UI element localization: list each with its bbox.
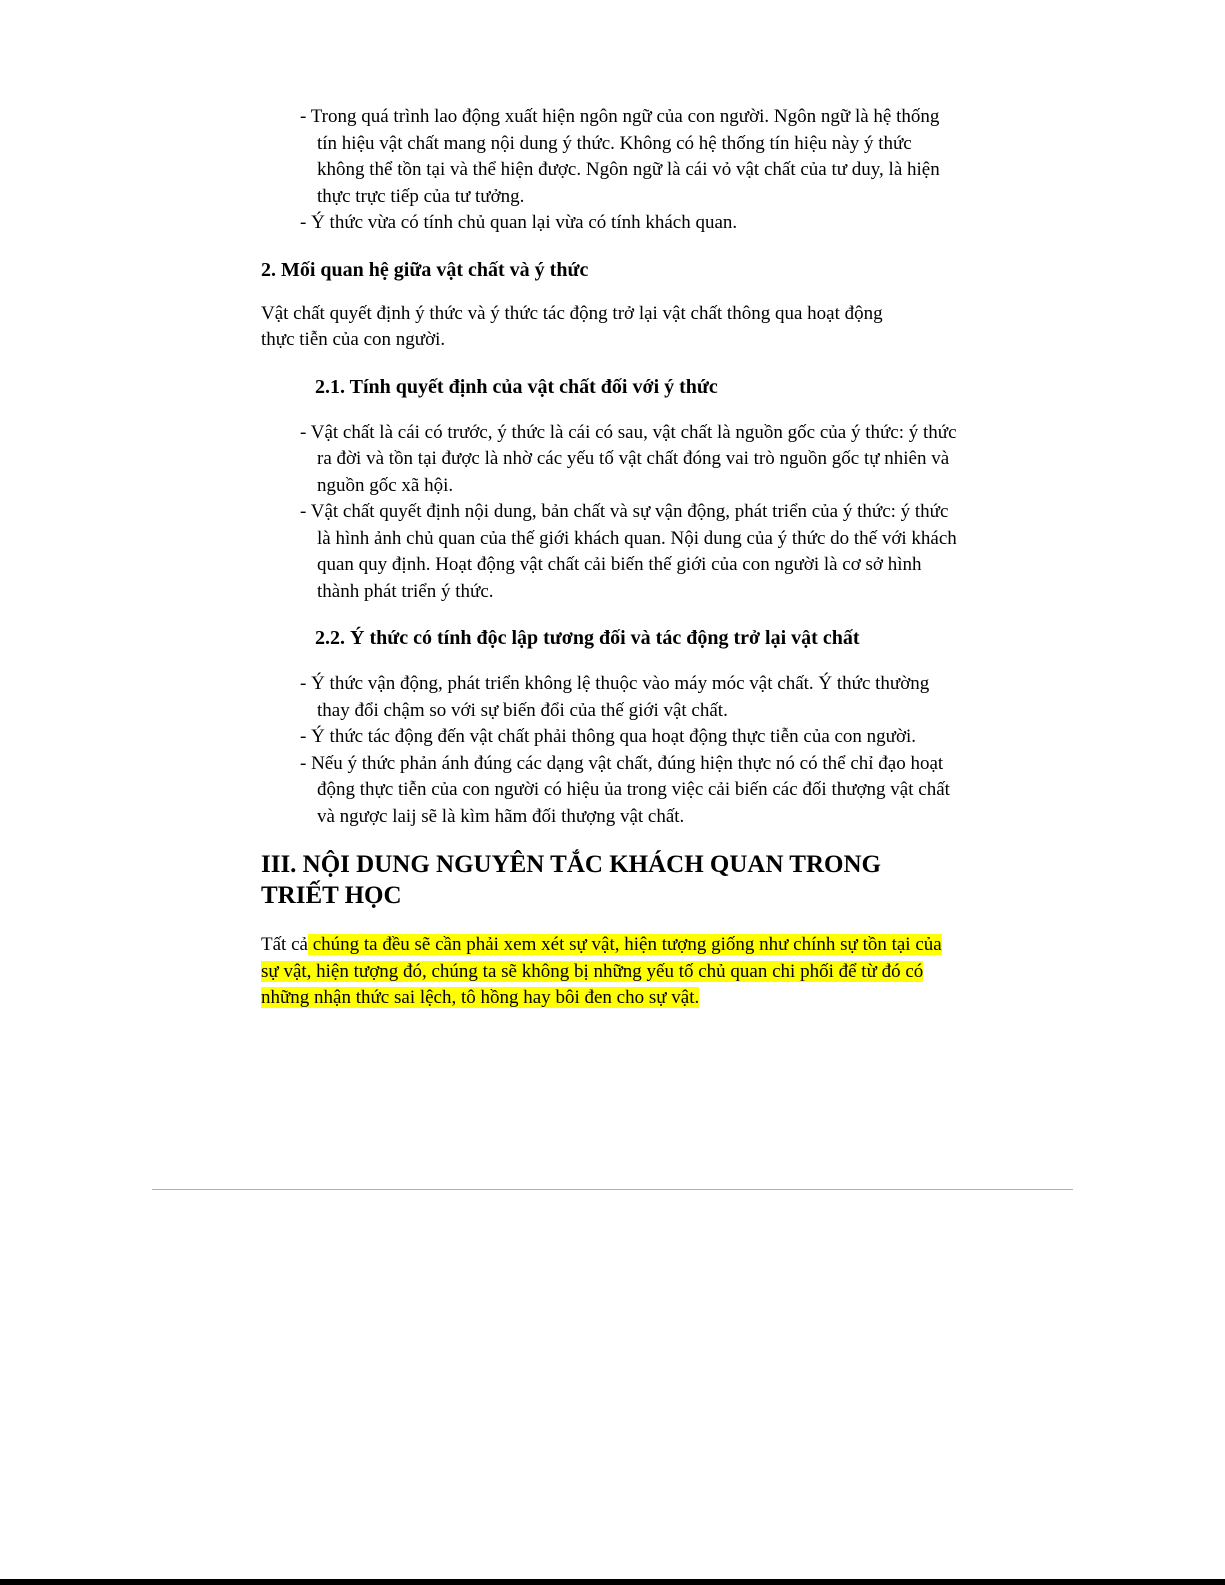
bullet-list-sub2 [261, 671, 961, 830]
subsection-heading: 2.1. Tính quyết định của vật chất đối với ý thức [315, 375, 718, 398]
chapter-heading: III. NỘI DUNG NGUYÊN TẮC KHÁCH QUAN TRONG TRIẾT HỌC [261, 851, 881, 909]
paragraph-highlighted [261, 932, 961, 1012]
highlighted-text: chúng ta đều sẽ cần phải xem xét sự vật, hiện tượng giống như chính sự tồn tại của sự vật, hiện tượng đó, chúng ta sẽ không bị những yếu tố chủ quan chi phối để từ đó có những nhận thức sai lệch, tô hồng hay bôi đen cho sự vật. [261, 934, 942, 1008]
bullet-item: - Vật chất quyết định nội dung, bản chất và sự vận động, phát triển của ý thức: ý thức là hình ảnh chủ quan của thế giới khách quan. Nội dung của ý thức do thế với khách quan quy định. Hoạt động vật chất cải biến thế giới của con người là cơ sở hình thành phát triển ý thức. [300, 501, 957, 602]
page-divider [152, 1189, 1073, 1190]
bullet-item: - Ý thức vận động, phát triển không lệ thuộc vào máy móc vật chất. Ý thức thường thay đổi chậm so với sự biến đổi của thế giới vật chất. [300, 673, 930, 721]
paragraph-intro: Vật chất quyết định ý thức và ý thức tác động trở lại vật chất thông qua hoạt động thực tiễn của con người. [261, 302, 883, 350]
bullet-item: - Ý thức tác động đến vật chất phải thông qua hoạt động thực tiễn của con người. [300, 726, 917, 747]
bullet-item: - Nếu ý thức phản ánh đúng các dạng vật chất, đúng hiện thực nó có thể chỉ đạo hoạt động thực tiễn của con người có hiệu ủa trong việc cải biến các đối thượng vật chất và ngược laij sẽ là kìm hãm đối thượng vật chất. [300, 752, 950, 827]
bullet-list-language [261, 104, 961, 237]
bullet-list-sub1 [261, 420, 961, 606]
bullet-item: - Trong quá trình lao động xuất hiện ngôn ngữ của con người. Ngôn ngữ là hệ thống tín hiệu vật chất mang nội dung ý thức. Không có hệ thống tín hiệu này ý thức không thể tồn tại và thể hiện được. Ngôn ngữ là cái vỏ vật chất của tư duy, là hiện thực trực tiếp của tư tưởng. [300, 106, 940, 207]
section-heading: 2. Mối quan hệ giữa vật chất và ý thức [261, 258, 589, 281]
bottom-edge-bar [0, 1579, 1225, 1585]
bullet-item: - Vật chất là cái có trước, ý thức là cái có sau, vật chất là nguồn gốc của ý thức: ý thức ra đời và tồn tại được là nhờ các yếu tố vật chất đóng vai trò nguồn gốc tự nhiên và nguồn gốc xã hội. [300, 421, 957, 496]
bullet-item: - Ý thức vừa có tính chủ quan lại vừa có tính khách quan. [300, 212, 738, 233]
subsection-heading: 2.2. Ý thức có tính độc lập tương đối và tác động trở lại vật chất [315, 627, 860, 649]
page-content [261, 104, 961, 1012]
paragraph-text: Tất cả [261, 934, 308, 955]
